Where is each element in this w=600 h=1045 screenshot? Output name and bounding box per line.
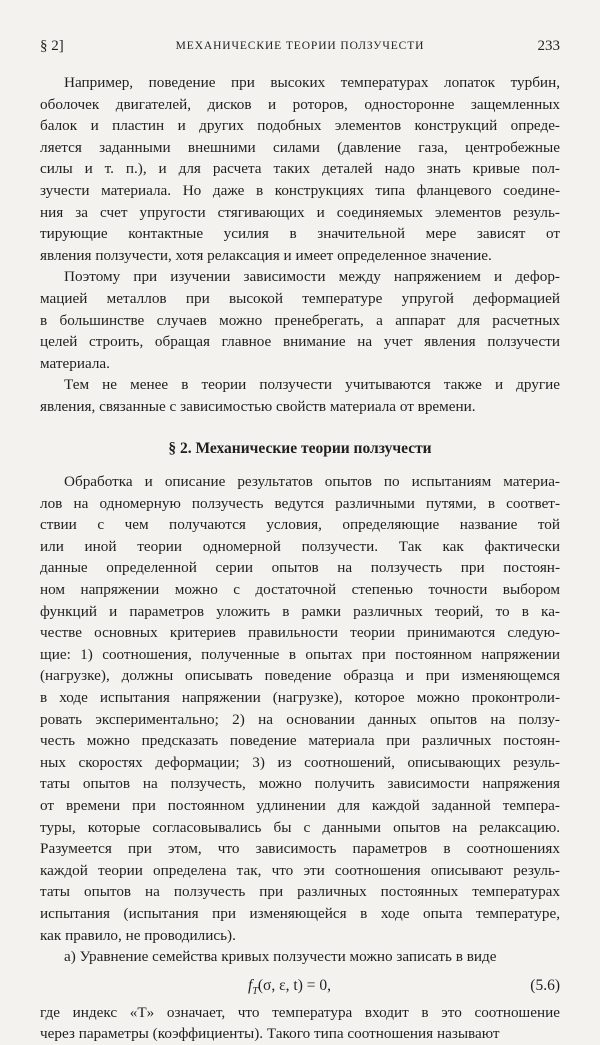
- paragraph: [40, 374, 560, 417]
- text-line: Обработка и описание результатов опытов по испытаниям материа-: [64, 473, 560, 491]
- text-line: ствии с чем получаются условия, определяющие название той: [40, 516, 560, 534]
- text-line: Например, поведение при высоких температурах лопаток турбин,: [64, 74, 560, 91]
- text-line: балок и пластин и других подобных элементов конструкций опреде-: [40, 117, 560, 135]
- text-line: целей строить, обращая главное внимание на учет явления ползучести: [40, 333, 560, 351]
- running-header: [40, 38, 560, 60]
- text-line: мацией металлов при высокой температуре упругой деформацией: [40, 289, 560, 307]
- paragraph: [40, 946, 560, 968]
- text-line: ния за счет упругости стягивающих и соединяемых элементов резуль-: [40, 203, 560, 221]
- text-line: тирующие контактные усилия в значительной мере зависят от: [40, 225, 560, 243]
- text-line: явления, связанные с зависимостью свойств материала от времени.: [40, 397, 476, 415]
- text-line: материала.: [40, 354, 110, 372]
- text-line: честь можно предсказать поведение материала при различных постоян-: [40, 732, 560, 750]
- text-block-after-equation: [40, 1002, 560, 1045]
- text-line: каждой теории определена так, что эти соотношения описывают резуль-: [40, 861, 560, 879]
- text-line: щие: 1) соотношения, полученные в опытах при постоянном напряжении: [40, 645, 560, 663]
- paragraph: [40, 266, 560, 374]
- text-line: (нагрузке), должны описывать поведение образца и при изменяющемся: [40, 667, 560, 685]
- header-title: МЕХАНИЧЕСКИЕ ТЕОРИИ ПОЛЗУЧЕСТИ: [175, 40, 425, 52]
- text-line: в ходе испытания напряжении (нагрузке), которое можно проконтроли-: [40, 689, 560, 707]
- page-body: [40, 72, 560, 1045]
- section-heading: § 2. Механические теории ползучести: [168, 439, 432, 457]
- equation-5-6: [40, 973, 560, 999]
- text-line: явления ползучести, хотя релаксация и имеет определенное значение.: [40, 246, 492, 264]
- text-line: ных скоростях деформации; 3) из соотношений, описывающих резуль-: [40, 753, 560, 771]
- paragraph: [40, 72, 560, 266]
- page-number: 233: [537, 38, 560, 54]
- text-line: честве основных критериев правильности теории принимаются следую-: [40, 624, 560, 642]
- text-line: таты опытов на ползучесть при различных постоянных температурах: [40, 883, 560, 901]
- text-line: функций и параметров уложить в рамки различных теорий, то в ка-: [40, 602, 560, 620]
- equation-formula: $f_T(\sigma$, ε, t) = 0,: [248, 976, 331, 997]
- text-line: а) Уравнение семейства кривых ползучести можно записать в виде: [64, 948, 497, 966]
- text-line: оболочек двигателей, дисков и роторов, односторонне защемленных: [40, 95, 560, 113]
- text-line: где индекс «T» означает, что температура входит в это соотношение: [40, 1003, 560, 1021]
- text-line: зучести материала. Но даже в конструкциях типа фланцевого соедине-: [40, 181, 560, 199]
- text-line: испытания (испытания при изменяющейся в ходе опыта температуре,: [40, 904, 560, 922]
- text-line: данные определенной серии опытов на ползучесть при постоян-: [40, 559, 560, 577]
- text-line: через параметры (коэффициенты). Такого типа соотношения называют: [40, 1025, 500, 1043]
- header-section-ref: § 2]: [40, 38, 64, 54]
- text-block-intro: [40, 72, 560, 418]
- paragraph: [40, 471, 560, 946]
- text-line: от времени при постоянном удлинении для каждой заданной темпера-: [40, 797, 560, 814]
- text-line: лов на одномерную ползучесть ведутся различными путями, в соответ-: [40, 494, 560, 512]
- text-line: как правило, не проводились).: [40, 926, 236, 944]
- text-line: ном напряжении можно с достаточной степенью точности выбором: [40, 581, 560, 599]
- text-line: Поэтому при изучении зависимости между напряжением и дефор-: [64, 268, 560, 286]
- text-line: ляется заданными внешними силами (давление газа, центробежные: [40, 138, 560, 156]
- text-line: таты опытов на ползучесть, можно получить зависимости напряжения: [40, 775, 560, 793]
- paragraph: [40, 1002, 560, 1045]
- text-block-section: [40, 471, 560, 968]
- text-line: силы и т. п.), и для расчета таких деталей надо знать кривые пол-: [40, 160, 560, 178]
- text-line: туры, которые согласовывались бы с данными опытов на релаксацию.: [40, 818, 560, 836]
- text-line: или иной теории одномерной ползучести. Так как фактически: [40, 537, 560, 555]
- equation-number: (5.6): [530, 976, 560, 994]
- text-line: в большинстве случаев можно пренебрегать, а аппарат для расчетных: [40, 311, 560, 329]
- text-line: ровать экспериментально; 2) на основании данных опытов на ползу-: [40, 710, 560, 728]
- text-line: Тем не менее в теории ползучести учитываются также и другие: [64, 376, 560, 394]
- text-line: Разумеется при этом, что зависимость параметров в соотношениях: [40, 840, 560, 858]
